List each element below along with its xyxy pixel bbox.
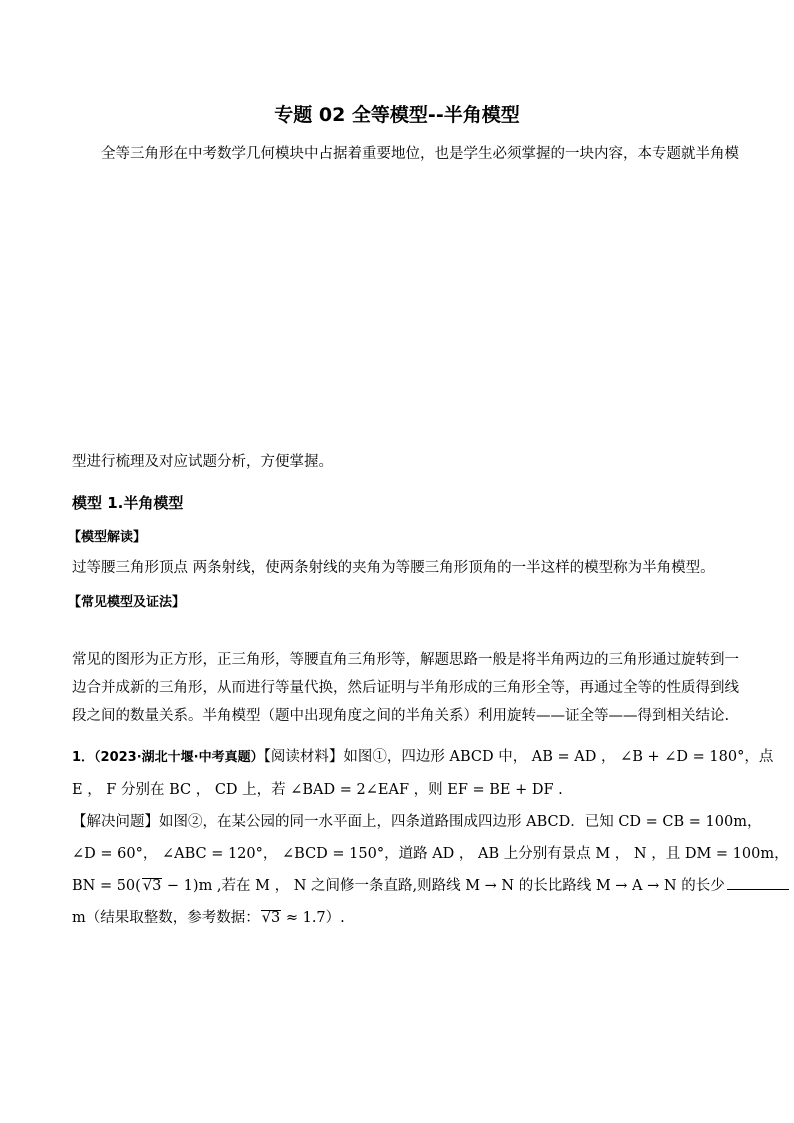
problem-line-2: E ， F 分别在 BC ， CD 上，若 ∠BAD = 2∠EAF ，则 EF = BE + DF . — [72, 782, 563, 798]
section-title: 模型 1.半角模型 — [72, 494, 184, 512]
problem-line-5 — [72, 870, 732, 902]
intro-paragraph-line-1: 全等三角形在中考数学几何模块中占据着重要地位，也是学生必须掌握的一块内容，本专题就半角模 — [101, 146, 739, 162]
body-line-3: 段之间的数量关系。半角模型（题中出现角度之间的半角关系）利用旋转——证全等——得到相关结论. — [72, 708, 730, 724]
problem-line-4: ∠D = 60°， ∠ABC = 120°， ∠BCD = 150°，道路 AD ， AB 上分别有景点 M ， N ，且 DM = 100m， — [72, 846, 789, 862]
page-title: 专题 02 全等模型--半角模型 — [274, 104, 520, 126]
body-line-2: 边合并成新的三角形，从而进行等量代换，然后证明与半角形成的三角形全等，再通过全等的性质得到线 — [72, 680, 739, 696]
sqrt-symbol-2: √3 — [261, 910, 281, 926]
rounding-note-start: m（结果取整数，参考数据： — [72, 910, 260, 926]
problem-1 — [72, 741, 789, 934]
sqrt-symbol: √3 — [142, 878, 162, 894]
problem-line-1 — [72, 741, 774, 774]
problem-source: （2023·湖北十堰·中考真题） — [94, 750, 264, 765]
common-models-header: 【常见模型及证法】 — [68, 595, 186, 610]
answer-blank[interactable] — [727, 875, 789, 890]
bn-expression-start: BN = 50( — [72, 878, 141, 894]
problem-number: 1． — [72, 750, 95, 765]
sqrt-radicand-2: 3 — [271, 910, 281, 926]
problem-line-3: 【解决问题】如图②，在某公园的同一水平面上，四条道路围成四边形 ABCD．已知 CD = CB = 100m， — [72, 814, 762, 830]
intro-paragraph-line-2: 型进行梳理及对应试题分析，方便掌握。 — [72, 454, 333, 470]
rounding-note-end: ≈ 1.7）. — [281, 910, 345, 926]
problem-reading-material: 【阅读材料】如图①，四边形 ABCD 中， AB = AD ， ∠B + ∠D = 180°，点 — [263, 749, 774, 765]
sqrt-radicand: 3 — [152, 878, 162, 894]
bn-expression-rest: − 1)m ,若在 M ， N 之间修一条直路,则路线 M → N 的长比路线 M → A → N 的长少 — [162, 878, 725, 894]
model-reading-header: 【模型解读】 — [68, 530, 147, 545]
model-definition: 过等腰三角形顶点 两条射线，使两条射线的夹角为等腰三角形顶角的一半这样的模型称为半角模型。 — [72, 560, 715, 576]
problem-line-6 — [72, 902, 732, 934]
common-models-body — [72, 646, 739, 730]
body-line-1: 常见的图形为正方形，正三角形，等腰直角三角形等，解题思路一般是将半角两边的三角形通过旋转到一 — [72, 652, 739, 668]
